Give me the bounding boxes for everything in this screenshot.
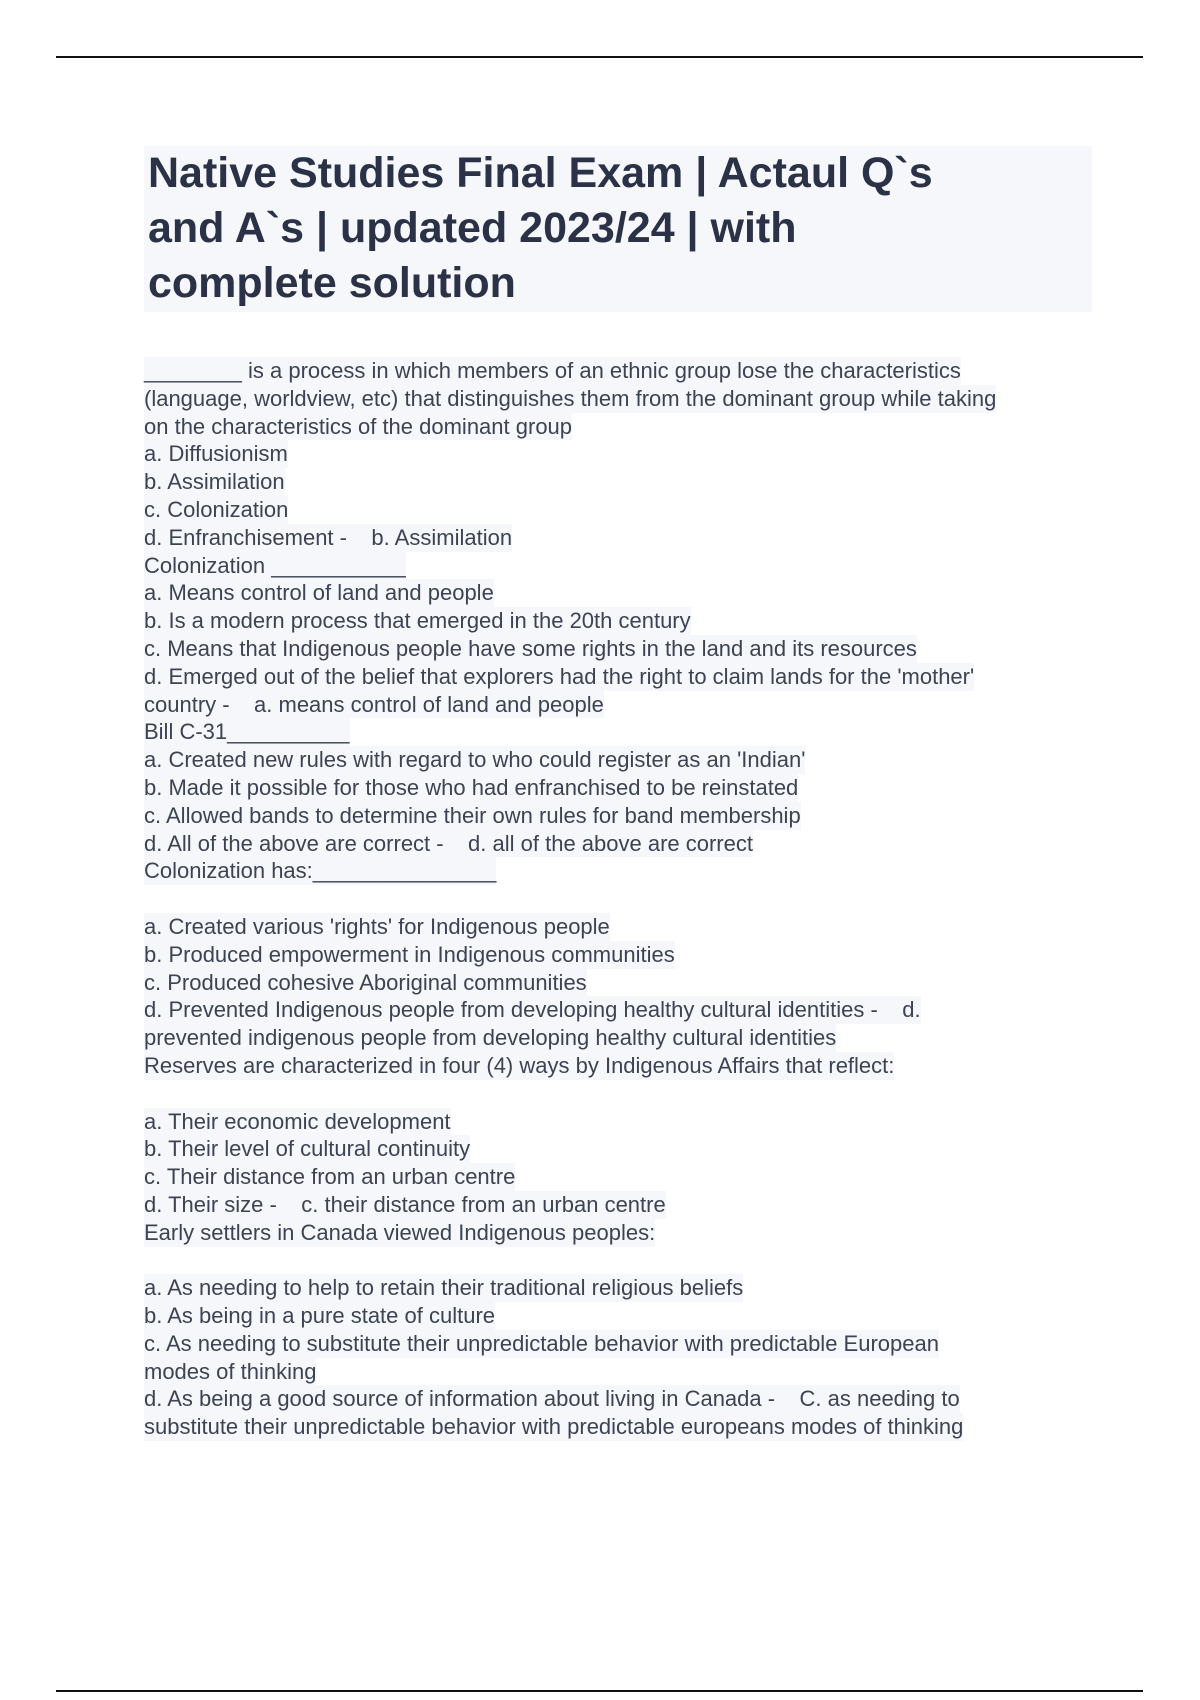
text-line: a. Their economic development bbox=[144, 1108, 451, 1134]
text-line: a. Created various 'rights' for Indigenous people bbox=[144, 913, 610, 939]
blank-line bbox=[144, 885, 1094, 913]
text-line: d. Enfranchisement - b. Assimilation bbox=[144, 524, 513, 550]
text-line: d. Emerged out of the belief that explorers had the right to claim lands for the 'mother' bbox=[144, 663, 975, 689]
text-line: c. Means that Indigenous people have some rights in the land and its resources bbox=[144, 635, 917, 661]
document-title bbox=[144, 146, 1092, 312]
text-line: c. Produced cohesive Aboriginal communities bbox=[144, 969, 587, 995]
text-line: b. As being in a pure state of culture bbox=[144, 1303, 496, 1329]
text-line: b. Assimilation bbox=[144, 469, 285, 495]
text-line: on the characteristics of the dominant group bbox=[144, 413, 573, 439]
text-line: b. Their level of cultural continuity bbox=[144, 1136, 471, 1162]
text-line: country - a. means control of land and people bbox=[144, 691, 604, 717]
text-line: b. Produced empowerment in Indigenous communities bbox=[144, 941, 675, 967]
title-line: complete solution bbox=[148, 259, 516, 307]
text-line: Colonization ___________ bbox=[144, 552, 406, 578]
title-line: Native Studies Final Exam | Actaul Q`s bbox=[148, 149, 933, 197]
bottom-rule bbox=[56, 1690, 1143, 1692]
text-line: d. Their size - c. their distance from an urban centre bbox=[144, 1191, 666, 1217]
text-line: Colonization has:_______________ bbox=[144, 858, 497, 884]
blank-line bbox=[144, 1080, 1094, 1108]
text-line: c. As needing to substitute their unpredictable behavior with predictable European bbox=[144, 1330, 939, 1356]
text-line: Reserves are characterized in four (4) ways by Indigenous Affairs that reflect: bbox=[144, 1052, 895, 1078]
text-line: c. Allowed bands to determine their own rules for band membership bbox=[144, 802, 801, 828]
text-line: Bill C-31__________ bbox=[144, 719, 350, 745]
text-line: d. As being a good source of information about living in Canada - C. as needing to bbox=[144, 1386, 960, 1412]
text-line: substitute their unpredictable behavior with predictable europeans modes of thinking bbox=[144, 1414, 964, 1440]
document-body bbox=[144, 357, 1094, 1441]
text-line: c. Their distance from an urban centre bbox=[144, 1164, 516, 1190]
top-rule bbox=[56, 56, 1143, 58]
text-line: d. Prevented Indigenous people from developing healthy cultural identities - d. bbox=[144, 997, 921, 1023]
text-line: b. Is a modern process that emerged in the 20th century bbox=[144, 608, 691, 634]
text-line: (language, worldview, etc) that distinguishes them from the dominant group while taking bbox=[144, 385, 997, 411]
blank-line bbox=[144, 1247, 1094, 1275]
text-line: modes of thinking bbox=[144, 1358, 317, 1384]
text-line: d. All of the above are correct - d. all of the above are correct bbox=[144, 830, 753, 856]
title-line: and A`s | updated 2023/24 | with bbox=[148, 204, 797, 252]
text-line: Early settlers in Canada viewed Indigenous peoples: bbox=[144, 1219, 656, 1245]
text-line: a. Diffusionism bbox=[144, 441, 288, 467]
text-line: prevented indigenous people from developing healthy cultural identities bbox=[144, 1025, 837, 1051]
text-line: b. Made it possible for those who had enfranchised to be reinstated bbox=[144, 774, 799, 800]
text-line: a. As needing to help to retain their traditional religious beliefs bbox=[144, 1275, 744, 1301]
text-line: c. Colonization bbox=[144, 496, 289, 522]
text-line: a. Created new rules with regard to who could register as an 'Indian' bbox=[144, 747, 806, 773]
text-line: a. Means control of land and people bbox=[144, 580, 494, 606]
text-line: ________ is a process in which members of an ethnic group lose the characteristics bbox=[144, 358, 961, 383]
